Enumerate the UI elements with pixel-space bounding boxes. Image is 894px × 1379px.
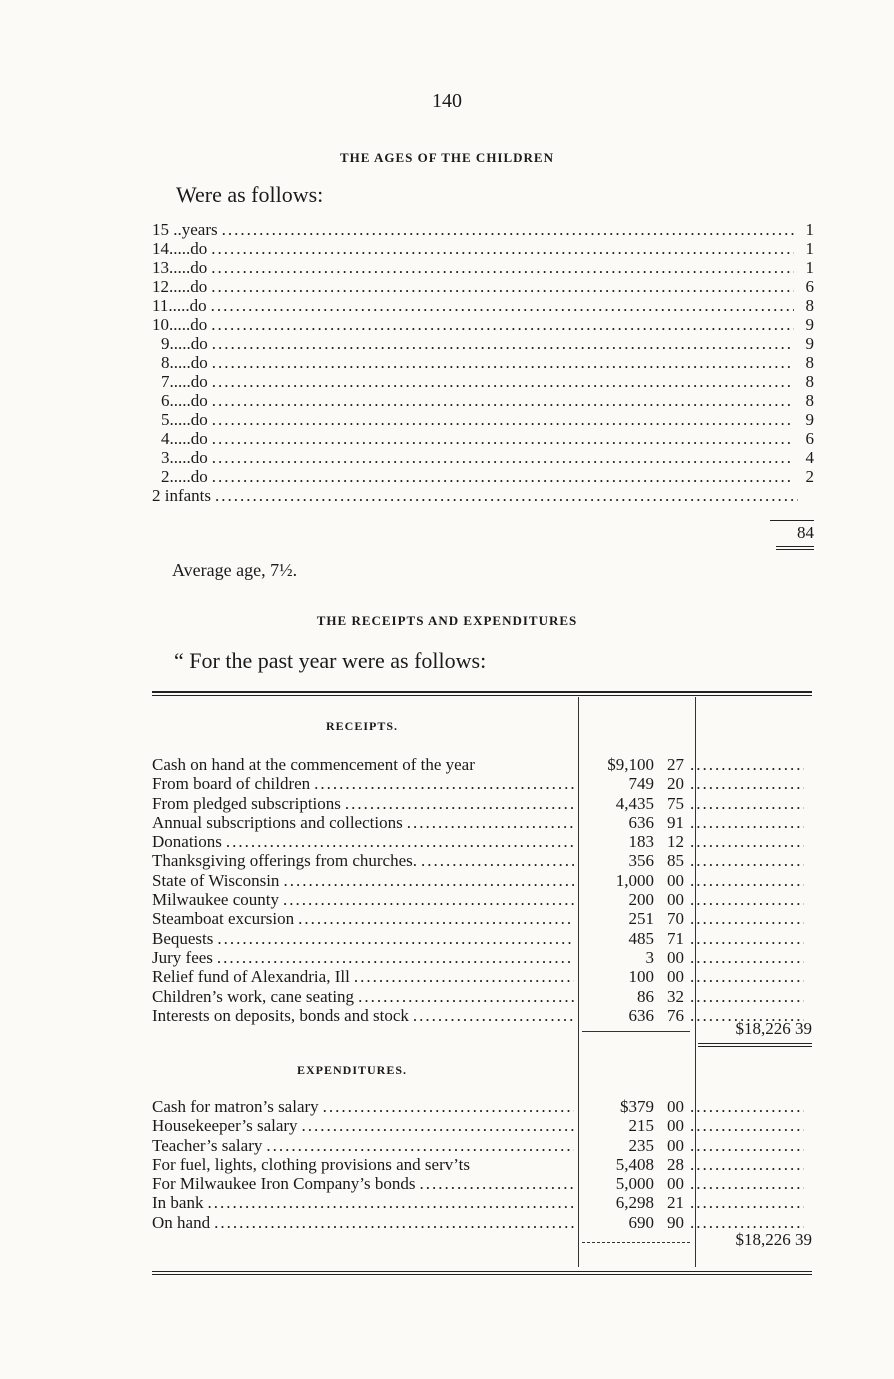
amount-cents: 00 — [667, 870, 684, 890]
amount-cents: 00 — [667, 967, 684, 987]
leader-dots — [222, 220, 794, 239]
amount-cents: 32 — [667, 986, 684, 1006]
leader-dots — [211, 296, 794, 315]
table-row — [152, 832, 812, 851]
row-amount — [576, 871, 684, 890]
row-label — [152, 813, 576, 832]
row-label-text: From board of children — [152, 774, 311, 794]
row-label — [152, 1136, 576, 1155]
row-label-text: In bank — [152, 1193, 204, 1213]
row-amount — [576, 774, 684, 793]
leader-dots — [419, 1174, 574, 1193]
age-count: 8 — [805, 353, 814, 372]
row-amount — [576, 1155, 684, 1174]
amount-cents: 76 — [667, 1005, 684, 1025]
amount-cents: 85 — [667, 851, 684, 871]
leader-dots — [217, 929, 574, 948]
age-count: 9 — [805, 410, 814, 429]
leader-dots — [690, 755, 804, 774]
table-row — [152, 1193, 812, 1212]
row-label-text: State of Wisconsin — [152, 870, 280, 890]
age-row — [152, 239, 814, 258]
amount-cents: 90 — [667, 1212, 684, 1232]
table-row — [152, 1116, 812, 1135]
row-label — [152, 1116, 576, 1135]
row-label — [152, 1193, 576, 1212]
amount-dollars: 100 — [628, 967, 654, 987]
age-row — [152, 334, 814, 353]
row-label-text: Milwaukee county — [152, 890, 279, 910]
row-label — [152, 890, 576, 909]
age-count: 6 — [805, 429, 814, 448]
amount-dollars: 235 — [628, 1135, 654, 1155]
amount-dollars: $9,100 — [607, 755, 654, 774]
amount-cents: 75 — [667, 793, 684, 813]
row-label-text: Cash on hand at the commencement of the year — [152, 755, 475, 774]
age-count: 6 — [805, 277, 814, 296]
age-row — [152, 353, 814, 372]
age-label: 13.....do — [152, 258, 208, 277]
amount-dollars: 690 — [628, 1212, 654, 1232]
row-amount — [576, 967, 684, 986]
row-label-text: Children’s work, cane seating — [152, 986, 355, 1006]
row-amount — [576, 1193, 684, 1212]
row-amount — [576, 948, 684, 967]
age-row — [152, 296, 814, 315]
amount-cents: 00 — [667, 1116, 684, 1136]
row-label-text: Annual subscriptions and collections — [152, 812, 403, 832]
expenditures-total: $18,226 39 — [735, 1230, 812, 1249]
row-amount — [576, 1006, 684, 1025]
leader-dots — [283, 890, 574, 909]
age-label: 2.....do — [161, 467, 208, 486]
age-row — [152, 448, 814, 467]
age-label: 4.....do — [161, 429, 208, 448]
leader-dots — [690, 929, 804, 948]
leader-dots — [690, 794, 804, 813]
row-label — [152, 1155, 576, 1174]
amount-cents: 28 — [667, 1154, 684, 1174]
leader-dots — [211, 258, 794, 277]
leader-dots — [690, 909, 804, 928]
age-row — [152, 410, 814, 429]
amount-dollars: 215 — [628, 1116, 654, 1136]
finance-table — [152, 691, 812, 1271]
ages-heading: THE AGES OF THE CHILDREN — [340, 150, 554, 165]
leader-dots — [690, 1116, 804, 1135]
leader-dots — [298, 909, 574, 928]
leader-dots — [212, 448, 794, 467]
row-label-text: Cash for matron’s salary — [152, 1097, 319, 1116]
expenditures-title: EXPENDITURES. — [296, 1063, 408, 1077]
age-count: 9 — [805, 315, 814, 334]
age-row — [152, 258, 814, 277]
subtotal-rule — [582, 1242, 690, 1243]
age-count: 9 — [805, 334, 814, 353]
leader-dots — [690, 890, 804, 909]
row-amount — [576, 1136, 684, 1155]
leader-dots — [690, 1155, 804, 1174]
age-label: 14.....do — [152, 239, 208, 258]
page-number: 140 — [432, 90, 462, 112]
table-row — [152, 909, 812, 928]
leader-dots — [413, 1006, 574, 1025]
row-label — [152, 1006, 576, 1025]
age-count: 1 — [805, 258, 814, 277]
row-amount — [576, 1174, 684, 1193]
row-amount — [576, 1116, 684, 1135]
leader-dots — [690, 1097, 804, 1116]
age-label: 10.....do — [152, 315, 208, 334]
leader-dots — [212, 467, 794, 486]
age-row — [152, 277, 814, 296]
table-row — [152, 813, 812, 832]
age-label: 8.....do — [161, 353, 208, 372]
row-label — [152, 948, 576, 967]
leader-dots — [354, 967, 574, 986]
leader-dots — [690, 1193, 804, 1212]
row-amount — [576, 890, 684, 909]
row-label — [152, 909, 576, 928]
row-label-text: Donations — [152, 832, 222, 852]
leader-dots — [212, 334, 794, 353]
leader-dots — [690, 871, 804, 890]
ages-total: 84 — [770, 520, 814, 543]
amount-dollars: 485 — [628, 928, 654, 948]
leader-dots — [690, 967, 804, 986]
leader-dots — [690, 1174, 804, 1193]
average-age: Average age, 7½. — [172, 560, 298, 580]
table-row — [152, 1136, 812, 1155]
table-row — [152, 890, 812, 909]
leader-dots — [314, 774, 574, 793]
table-row — [152, 1155, 812, 1174]
row-label-text: For Milwaukee Iron Company’s bonds — [152, 1174, 416, 1194]
age-row — [152, 391, 814, 410]
amount-cents: 91 — [667, 812, 684, 832]
table-row — [152, 948, 812, 967]
amount-dollars: 251 — [628, 909, 654, 929]
table-row — [152, 794, 812, 813]
amount-dollars: 6,298 — [615, 1193, 654, 1213]
amount-cents: 20 — [667, 774, 684, 794]
table-row — [152, 967, 812, 986]
age-label: 5.....do — [161, 410, 208, 429]
row-label — [152, 1174, 576, 1193]
table-top-rule — [152, 691, 812, 696]
row-label — [152, 794, 576, 813]
amount-dollars: 86 — [637, 986, 654, 1006]
leader-dots — [217, 948, 574, 967]
leader-dots — [690, 987, 804, 1006]
row-label-text: Interests on deposits, bonds and stock — [152, 1005, 409, 1025]
subtotal-rule — [582, 1031, 690, 1032]
row-amount — [576, 755, 684, 774]
amount-cents: 00 — [667, 1135, 684, 1155]
ages-intro: Were as follows: — [176, 182, 324, 207]
row-label — [152, 1213, 576, 1232]
row-label — [152, 871, 576, 890]
leader-dots — [226, 832, 574, 851]
age-row — [152, 220, 814, 239]
leader-dots — [212, 391, 794, 410]
amount-cents: 27 — [667, 755, 684, 774]
leader-dots — [358, 987, 574, 1006]
row-label — [152, 929, 576, 948]
leader-dots — [690, 813, 804, 832]
amount-dollars: 749 — [628, 774, 654, 794]
age-label: 2 infants — [152, 486, 212, 505]
leader-dots — [421, 851, 574, 870]
amount-dollars: 183 — [628, 832, 654, 852]
leader-dots — [211, 277, 794, 296]
leader-dots — [690, 774, 804, 793]
age-count: 1 — [805, 220, 814, 239]
row-label-text: Housekeeper’s salary — [152, 1116, 298, 1136]
row-amount — [576, 794, 684, 813]
table-row — [152, 851, 812, 870]
leader-dots — [212, 372, 794, 391]
finance-intro: “ For the past year were as follows: — [174, 648, 487, 673]
row-amount — [576, 832, 684, 851]
row-label-text: Teacher’s salary — [152, 1135, 263, 1155]
amount-dollars: 4,435 — [615, 793, 654, 813]
row-label — [152, 774, 576, 793]
age-count: 8 — [805, 391, 814, 410]
receipts-title: RECEIPTS. — [325, 719, 399, 733]
row-label-text: Jury fees — [152, 947, 213, 967]
row-label — [152, 987, 576, 1006]
leader-dots — [212, 353, 794, 372]
row-label-text: Bequests — [152, 928, 214, 948]
table-row — [152, 871, 812, 890]
leader-dots — [690, 851, 804, 870]
amount-cents: 12 — [667, 832, 684, 852]
amount-cents: 71 — [667, 928, 684, 948]
leader-dots — [215, 486, 798, 505]
age-row — [152, 315, 814, 334]
leader-dots — [283, 871, 574, 890]
amount-dollars: 3 — [645, 947, 654, 967]
amount-dollars: 5,408 — [615, 1154, 654, 1174]
age-row — [152, 467, 814, 486]
leader-dots — [690, 1136, 804, 1155]
amount-cents: 00 — [667, 890, 684, 910]
amount-cents: 70 — [667, 909, 684, 929]
amount-dollars: 5,000 — [615, 1174, 654, 1194]
leader-dots — [207, 1193, 574, 1212]
finance-heading: THE RECEIPTS AND EXPENDITURES — [316, 613, 578, 628]
row-label-text: Relief fund of Alexandria, Ill — [152, 967, 350, 987]
leader-dots — [266, 1136, 574, 1155]
row-amount — [576, 909, 684, 928]
row-label-text: Thanksgiving offerings from churches. — [152, 851, 418, 871]
row-amount — [576, 1213, 684, 1232]
leader-dots — [212, 410, 794, 429]
age-label: 11.....do — [152, 296, 207, 315]
receipts-total: $18,226 39 — [735, 1019, 812, 1038]
amount-dollars: 356 — [628, 851, 654, 871]
age-label: 12.....do — [152, 277, 208, 296]
row-label-text: Steamboat excursion — [152, 909, 295, 929]
receipts-rows — [152, 755, 812, 1025]
table-row — [152, 929, 812, 948]
leader-dots — [302, 1116, 574, 1135]
age-count: 8 — [805, 296, 814, 315]
amount-cents: 00 — [667, 1097, 684, 1116]
age-row — [152, 429, 814, 448]
amount-dollars: 200 — [628, 890, 654, 910]
age-count: 4 — [805, 448, 814, 467]
leader-dots — [211, 239, 794, 258]
leader-dots — [212, 429, 794, 448]
amount-cents: 00 — [667, 1174, 684, 1194]
age-label: 7.....do — [161, 372, 208, 391]
row-label-text: From pledged subscriptions — [152, 793, 341, 813]
age-count: 1 — [805, 239, 814, 258]
age-row — [152, 486, 814, 505]
row-label — [152, 832, 576, 851]
expenditures-rows — [152, 1097, 812, 1232]
row-label — [152, 851, 576, 870]
age-label: 15 ..years — [152, 220, 218, 239]
row-amount — [576, 813, 684, 832]
double-rule — [698, 1043, 812, 1047]
leader-dots — [214, 1213, 574, 1232]
age-count: 2 — [805, 467, 814, 486]
table-row — [152, 755, 812, 774]
age-count: 8 — [805, 372, 814, 391]
row-amount — [576, 929, 684, 948]
table-row — [152, 774, 812, 793]
table-bottom-rule — [152, 1271, 812, 1275]
leader-dots — [323, 1097, 574, 1116]
age-label: 3.....do — [161, 448, 208, 467]
age-row — [152, 372, 814, 391]
amount-dollars: 1,000 — [615, 870, 654, 890]
table-row — [152, 1097, 812, 1116]
double-rule — [776, 546, 814, 550]
row-amount — [576, 851, 684, 870]
age-label: 9.....do — [161, 334, 208, 353]
leader-dots — [690, 832, 804, 851]
amount-cents: 21 — [667, 1193, 684, 1213]
amount-cents: 00 — [667, 947, 684, 967]
row-amount — [576, 1097, 684, 1116]
table-row — [152, 987, 812, 1006]
leader-dots — [690, 948, 804, 967]
ages-list — [152, 220, 814, 505]
row-label — [152, 755, 576, 774]
leader-dots — [407, 813, 574, 832]
row-label — [152, 967, 576, 986]
table-row — [152, 1174, 812, 1193]
row-label-text: On hand — [152, 1212, 211, 1232]
leader-dots — [345, 794, 574, 813]
leader-dots — [211, 315, 794, 334]
amount-dollars: 636 — [628, 1005, 654, 1025]
age-label: 6.....do — [161, 391, 208, 410]
row-amount — [576, 987, 684, 1006]
amount-dollars: $379 — [620, 1097, 654, 1116]
amount-dollars: 636 — [628, 812, 654, 832]
row-label — [152, 1097, 576, 1116]
row-label-text: For fuel, lights, clothing provisions and serv’ts — [152, 1154, 470, 1174]
